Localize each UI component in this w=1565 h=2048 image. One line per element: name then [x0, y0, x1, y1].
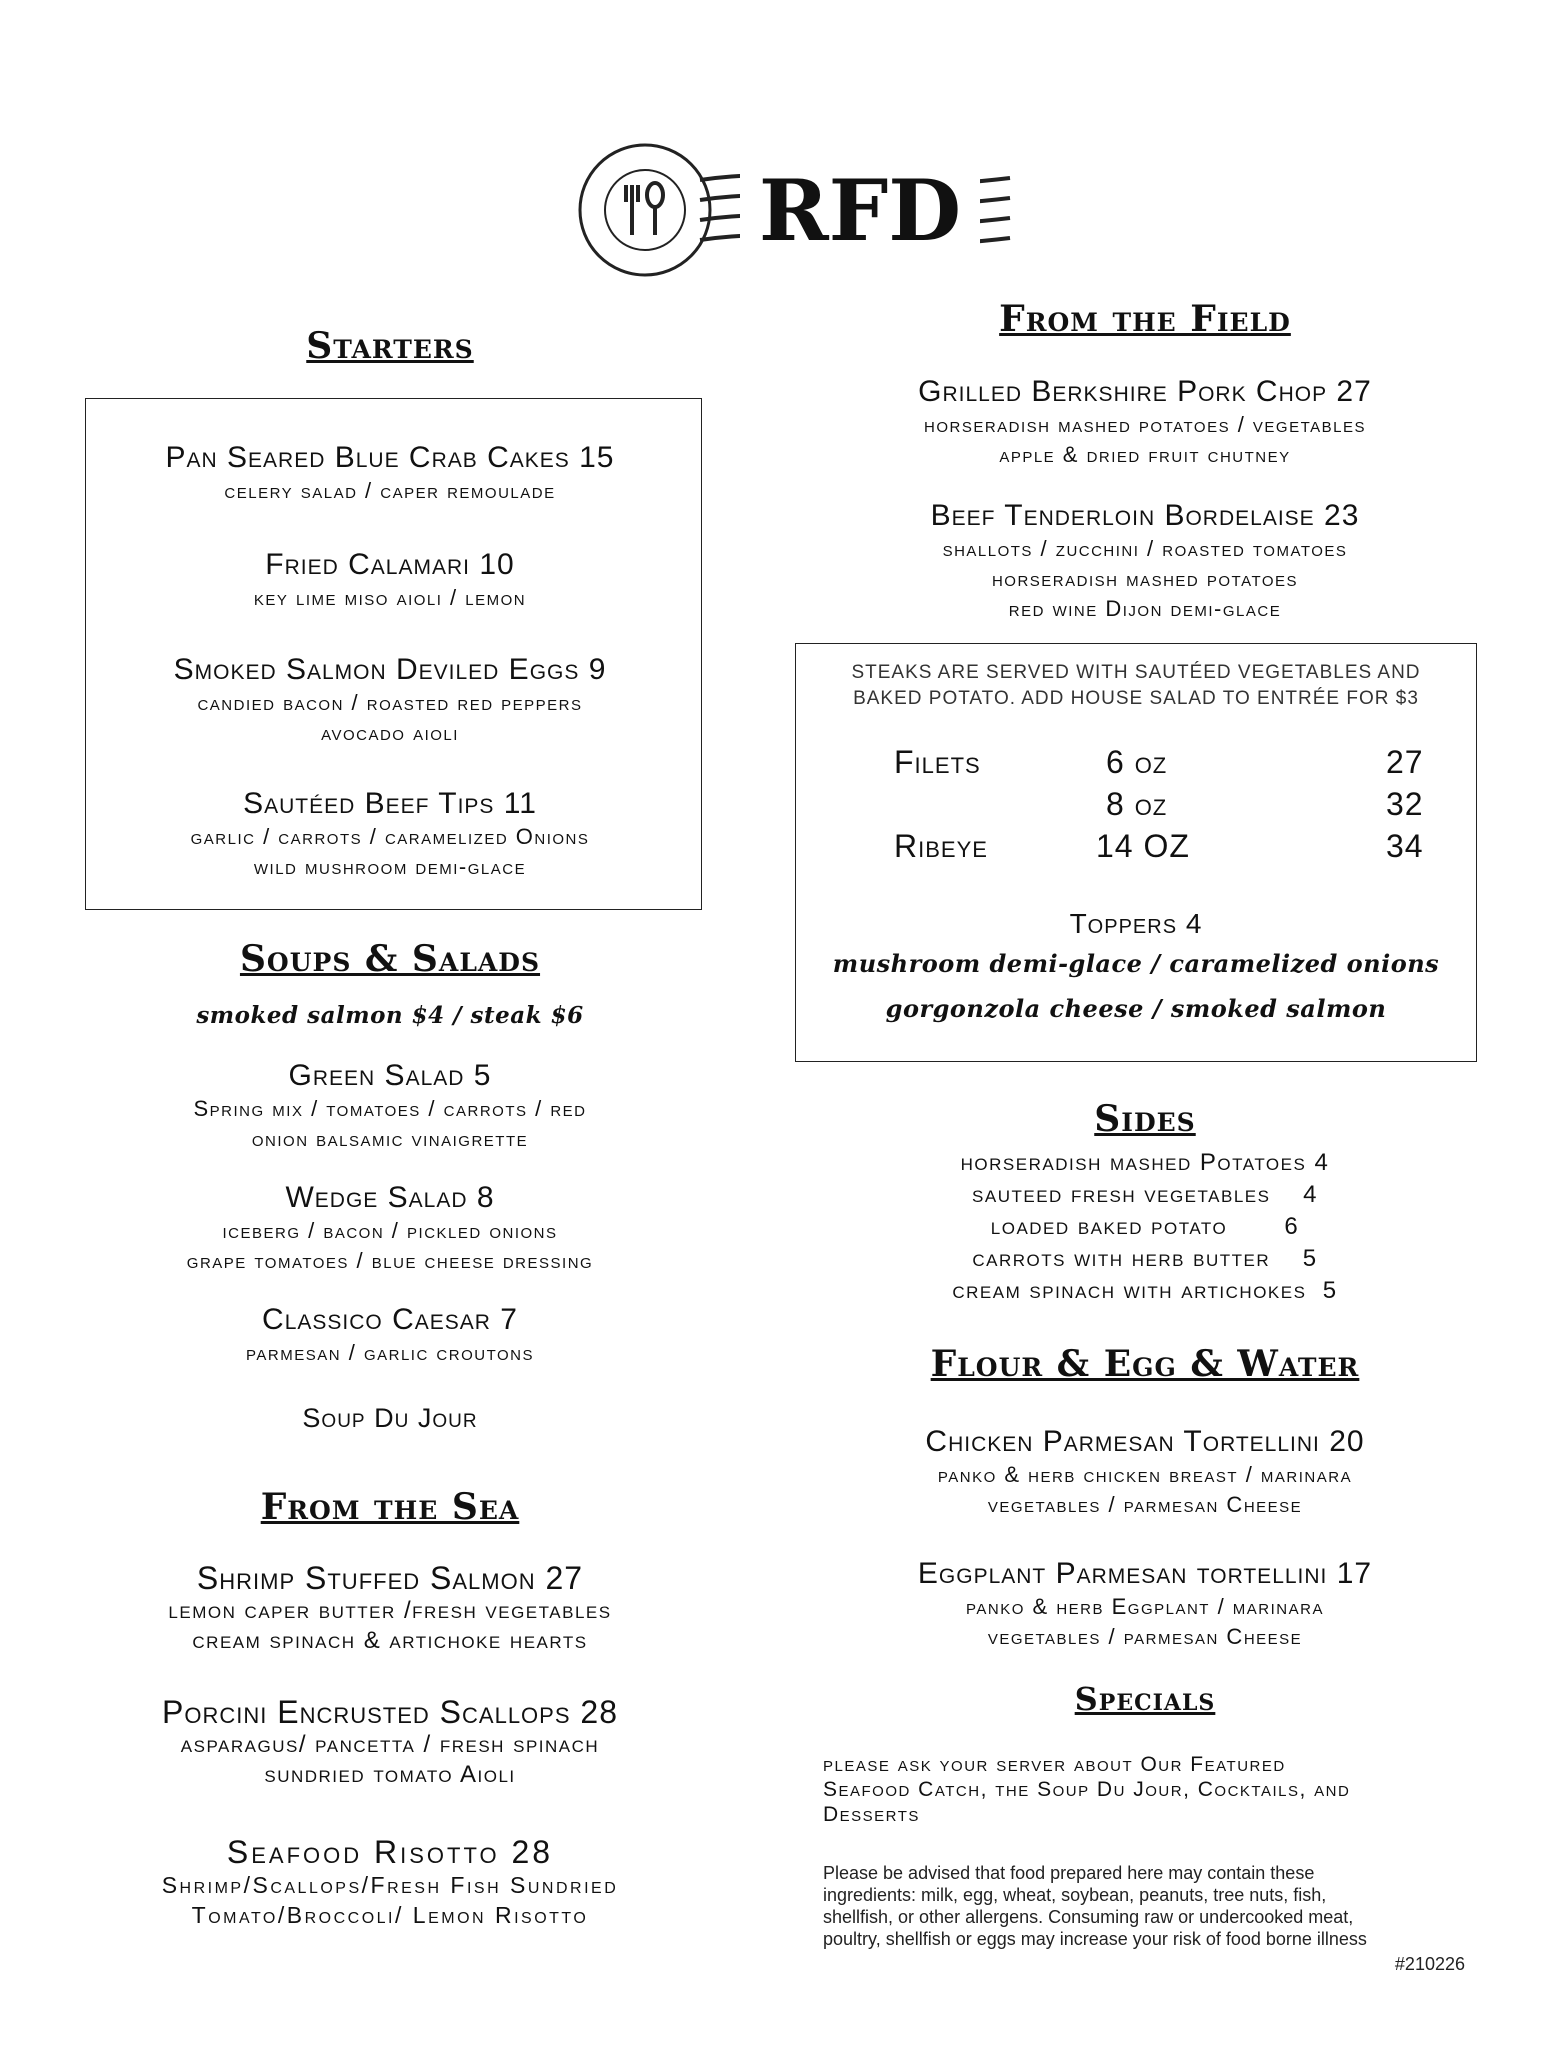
toppers-line: gorgonzola cheese / smoked salmon	[885, 994, 1387, 1023]
item-desc: parmesan / garlic croutons	[246, 1340, 534, 1365]
item-desc: vegetables / parmesan Cheese	[987, 1492, 1303, 1517]
item-desc: garlic / carrots / caramelized Onions	[190, 824, 590, 849]
item-name: Grilled Berkshire Pork Chop 27	[918, 375, 1372, 408]
field-item	[785, 498, 1505, 624]
item-desc: Shrimp/Scallops/Fresh Fish Sundried	[161, 1872, 619, 1898]
item-desc: lemon caper butter /fresh vegetables	[168, 1597, 612, 1624]
pasta-item	[785, 1424, 1505, 1520]
menu-code: #210226	[1394, 1954, 1465, 1974]
item-name: Seafood Risotto 28	[226, 1834, 554, 1870]
item-desc: shallots / zucchini / roasted tomatoes	[942, 536, 1348, 561]
item-name: Beef Tenderloin Bordelaise 23	[930, 499, 1360, 532]
steak-price: 27	[1386, 744, 1424, 780]
item-desc: celery salad / caper remoulade	[224, 478, 556, 503]
item-desc: Spring mix / tomatoes / carrots / red	[193, 1096, 587, 1121]
sea-item	[60, 1834, 720, 1930]
right-column	[785, 0, 1505, 2048]
toppers-line: mushroom demi-glace / caramelized onions	[832, 949, 1440, 978]
item-name: Classico Caesar 7	[262, 1303, 518, 1336]
steaks-box	[795, 643, 1477, 1062]
item-name: Porcini Encrusted Scallops 28	[161, 1694, 618, 1730]
side-item: loaded baked potato 6	[990, 1213, 1300, 1240]
steak-cut: Filets	[894, 744, 981, 780]
starter-item	[60, 786, 720, 882]
pasta-item	[785, 1556, 1505, 1652]
item-desc: asparagus/ pancetta / fresh spinach	[180, 1731, 600, 1758]
toppers-title: Toppers 4	[1069, 908, 1203, 939]
allergen-line: ingredients: milk, egg, wheat, soybean, peanuts, tree nuts, fish,	[823, 1885, 1327, 1905]
item-desc: horseradish mashed potatoes / vegetables	[923, 412, 1367, 437]
starter-item	[60, 440, 720, 506]
steak-row	[796, 744, 1476, 786]
item-name: Chicken Parmesan Tortellini 20	[925, 1425, 1365, 1458]
left-column	[60, 0, 720, 2048]
item-desc: cream spinach & artichoke hearts	[192, 1627, 588, 1654]
steak-cut: Ribeye	[894, 828, 988, 864]
item-desc: Tomato/Broccoli/ Lemon Risotto	[191, 1902, 589, 1928]
salad-item	[60, 1180, 720, 1276]
salad-item	[60, 1400, 720, 1436]
item-desc: vegetables / parmesan Cheese	[987, 1624, 1303, 1649]
item-desc: sundried tomato Aioli	[264, 1761, 516, 1788]
field-item	[785, 374, 1505, 470]
starters-title: Starters	[306, 325, 474, 367]
side-item: carrots with herb butter 5	[972, 1245, 1318, 1272]
sea-item	[60, 1560, 720, 1656]
specials-line: Desserts	[823, 1803, 920, 1826]
field-title: From the Field	[999, 298, 1291, 340]
item-name: Sautéed Beef Tips 11	[243, 787, 537, 820]
starter-item	[60, 652, 720, 748]
item-name: Soup Du Jour	[302, 1403, 478, 1433]
allergen-notice	[823, 1862, 1463, 1950]
item-desc: apple & dried fruit chutney	[999, 442, 1291, 467]
item-name: Green Salad 5	[288, 1059, 492, 1092]
item-desc: grape tomatoes / blue cheese dressing	[186, 1248, 594, 1273]
specials-line: Seafood Catch, the Soup Du Jour, Cocktails, and	[823, 1778, 1351, 1801]
item-name: Wedge Salad 8	[285, 1181, 495, 1214]
steak-row	[796, 828, 1476, 870]
item-name: Pan Seared Blue Crab Cakes 15	[165, 441, 615, 474]
pasta-title: Flour & Egg & Water	[930, 1343, 1360, 1385]
toppers	[796, 906, 1476, 942]
item-name: Shrimp Stuffed Salmon 27	[196, 1560, 584, 1596]
item-desc: key lime miso aioli / lemon	[253, 585, 527, 610]
starter-item	[60, 547, 720, 613]
item-name: Smoked Salmon Deviled Eggs 9	[173, 653, 607, 686]
steak-price: 34	[1386, 828, 1424, 864]
specials-line: please ask your server about Our Featured	[823, 1753, 1286, 1776]
allergen-line: shellfish, or other allergens. Consuming raw or undercooked meat,	[823, 1907, 1354, 1927]
logo-brand: RFD	[758, 161, 962, 260]
salad-item	[60, 1302, 720, 1368]
steak-row	[796, 786, 1476, 828]
steak-price: 32	[1386, 786, 1424, 822]
allergen-line: Please be advised that food prepared here may contain these	[823, 1863, 1315, 1883]
sides-title: Sides	[1094, 1098, 1196, 1140]
steaks-note-line: BAKED POTATO. ADD HOUSE SALAD TO ENTRÉE FOR $3	[853, 688, 1419, 709]
side-item: cream spinach with artichokes 5	[952, 1277, 1338, 1304]
sea-title: From the Sea	[260, 1486, 520, 1528]
steak-size: 14 OZ	[1096, 828, 1190, 864]
specials-text	[823, 1752, 1483, 1827]
sea-item	[60, 1694, 720, 1790]
item-desc: horseradish mashed potatoes	[991, 566, 1299, 591]
item-desc: panko & herb chicken breast / marinara	[937, 1462, 1353, 1487]
soups-addons: smoked salmon $4 / steak $6	[196, 1002, 584, 1029]
side-item: horseradish mashed Potatoes 4	[960, 1149, 1330, 1176]
item-desc: panko & herb Eggplant / marinara	[966, 1594, 1324, 1619]
item-desc: candied bacon / roasted red peppers	[197, 690, 583, 715]
item-desc: avocado aioli	[321, 720, 459, 745]
item-desc: iceberg / bacon / pickled onions	[222, 1218, 558, 1243]
salad-item	[60, 1058, 720, 1154]
item-desc: wild mushroom demi-glace	[253, 854, 527, 879]
soups-title: Soups & Salads	[239, 938, 541, 980]
item-name: Fried Calamari 10	[265, 548, 515, 581]
steaks-note-line: STEAKS ARE SERVED WITH SAUTÉED VEGETABLES AND	[851, 662, 1421, 683]
steak-size: 6 oz	[1106, 744, 1168, 780]
side-item: sauteed fresh vegetables 4	[972, 1181, 1318, 1208]
item-desc: red wine Dijon demi-glace	[1008, 596, 1282, 621]
steak-size: 8 oz	[1106, 786, 1168, 822]
item-name: Eggplant Parmesan tortellini 17	[917, 1557, 1373, 1590]
allergen-line: poultry, shellfish or eggs may increase your risk of food borne illness	[823, 1929, 1367, 1949]
item-desc: onion balsamic vinaigrette	[251, 1126, 529, 1151]
specials-title: Specials	[1074, 1680, 1216, 1718]
